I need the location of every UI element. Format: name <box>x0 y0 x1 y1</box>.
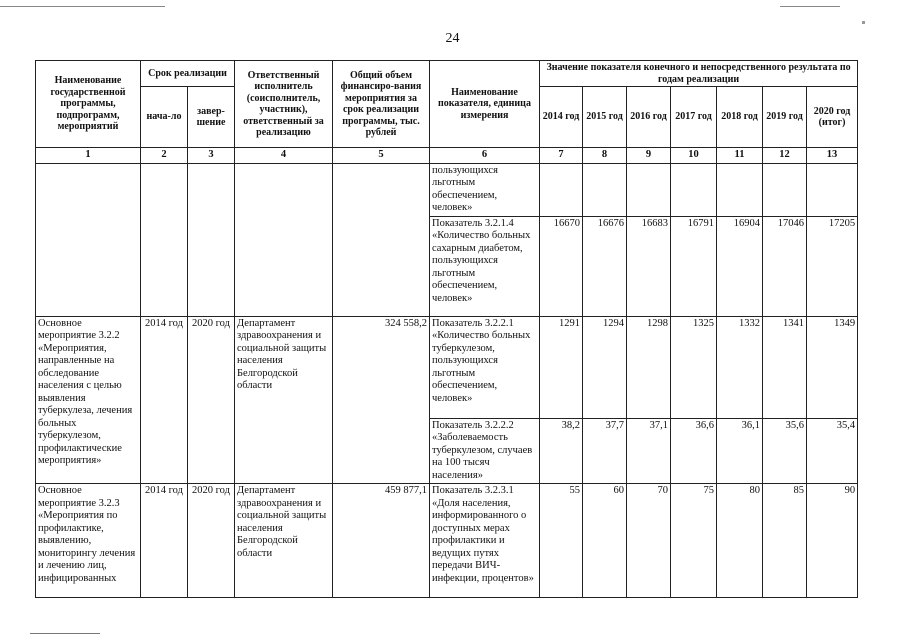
value-cell: 16676 <box>583 216 627 316</box>
column-number: 4 <box>235 148 333 164</box>
program-table <box>35 60 858 598</box>
value-cell: 16791 <box>671 216 717 316</box>
column-number: 3 <box>188 148 235 164</box>
value-cell <box>763 163 807 216</box>
measure-name-cell: Основное мероприятие 3.2.3 «Мероприятия по профилактике, выявлению, мониторингу лечения и лечению лиц, инфицированных <box>36 484 141 598</box>
value-cell: 75 <box>671 484 717 598</box>
bottom-rule <box>30 633 100 634</box>
header-end: завер-шение <box>188 87 235 148</box>
column-number: 11 <box>717 148 763 164</box>
value-cell: 36,1 <box>717 418 763 484</box>
top-rule-right <box>780 6 840 7</box>
column-number: 5 <box>333 148 430 164</box>
funding-cell: 459 877,1 <box>333 484 430 598</box>
value-cell: 1341 <box>763 316 807 418</box>
header-year: 2014 год <box>540 87 583 148</box>
value-cell: 17205 <box>807 216 858 316</box>
column-number: 2 <box>141 148 188 164</box>
value-cell: 36,6 <box>671 418 717 484</box>
header-term: Срок реализации <box>141 61 235 87</box>
value-cell: 35,4 <box>807 418 858 484</box>
value-cell <box>627 163 671 216</box>
header-executor: Ответственный исполнитель (соисполнитель, участник), ответственный за реализацию <box>235 61 333 148</box>
value-cell: 37,7 <box>583 418 627 484</box>
value-cell: 1325 <box>671 316 717 418</box>
header-name: Наименование государственной программы, подпрограмм, мероприятий <box>36 61 141 148</box>
value-cell: 1332 <box>717 316 763 418</box>
header-year: 2015 год <box>583 87 627 148</box>
value-cell <box>807 163 858 216</box>
value-cell: 16904 <box>717 216 763 316</box>
header-year: 2017 год <box>671 87 717 148</box>
value-cell: 17046 <box>763 216 807 316</box>
value-cell <box>717 163 763 216</box>
executor-cell <box>235 163 333 316</box>
top-rule-left <box>0 6 165 7</box>
value-cell <box>540 163 583 216</box>
end-cell: 2020 год <box>188 484 235 598</box>
value-cell: 38,2 <box>540 418 583 484</box>
header-row-1 <box>36 61 858 87</box>
indicator-cell: пользующихся льготным обеспечением, человек» <box>430 163 540 216</box>
end-cell: 2020 год <box>188 316 235 484</box>
indicator-cell: Показатель 3.2.2.1 «Количество больных туберкулезом, пользующихся льготным обеспечением, человек» <box>430 316 540 418</box>
value-cell: 60 <box>583 484 627 598</box>
header-year: 2018 год <box>717 87 763 148</box>
value-cell <box>583 163 627 216</box>
value-cell: 1294 <box>583 316 627 418</box>
column-number: 6 <box>430 148 540 164</box>
executor-cell: Департамент здравоохранения и социальной защиты населения Белгородской области <box>235 484 333 598</box>
column-number: 9 <box>627 148 671 164</box>
indicator-cell: Показатель 3.2.3.1 «Доля населения, информированного о доступных мерах профилактики и ведущих путях передачи ВИЧ-инфекции, процентов» <box>430 484 540 598</box>
value-cell: 1298 <box>627 316 671 418</box>
value-cell: 70 <box>627 484 671 598</box>
measure-name-cell <box>36 163 141 316</box>
header-year: 2020 год (итог) <box>807 87 858 148</box>
page-mark <box>862 21 865 24</box>
column-number-row <box>36 148 858 164</box>
start-cell: 2014 год <box>141 316 188 484</box>
header-indicator: Наименование показателя, единица измерения <box>430 61 540 148</box>
value-cell <box>671 163 717 216</box>
value-cell: 37,1 <box>627 418 671 484</box>
measure-name-cell: Основное мероприятие 3.2.2 «Мероприятия, направленные на обследование населения с целью выявления туберкулеза, лечения больных туберкулезом, профилактические мероприятия» <box>36 316 141 484</box>
value-cell: 80 <box>717 484 763 598</box>
value-cell: 1291 <box>540 316 583 418</box>
page-number: 24 <box>445 31 460 46</box>
funding-cell <box>333 163 430 316</box>
column-number: 1 <box>36 148 141 164</box>
indicator-cell: Показатель 3.2.2.2 «Заболеваемость туберкулезом, случаев на 100 тысяч населения» <box>430 418 540 484</box>
column-number: 10 <box>671 148 717 164</box>
column-number: 7 <box>540 148 583 164</box>
funding-cell: 324 558,2 <box>333 316 430 484</box>
header-start: нача-ло <box>141 87 188 148</box>
value-cell: 90 <box>807 484 858 598</box>
column-number: 13 <box>807 148 858 164</box>
value-cell: 16683 <box>627 216 671 316</box>
column-number: 8 <box>583 148 627 164</box>
header-year: 2019 год <box>763 87 807 148</box>
header-year: 2016 год <box>627 87 671 148</box>
value-cell: 1349 <box>807 316 858 418</box>
indicator-cell: Показатель 3.2.1.4 «Количество больных сахарным диабетом, пользующихся льготным обеспечением, человек» <box>430 216 540 316</box>
column-number: 12 <box>763 148 807 164</box>
table-row <box>36 316 858 418</box>
value-cell: 85 <box>763 484 807 598</box>
value-cell: 35,6 <box>763 418 807 484</box>
end-cell <box>188 163 235 316</box>
start-cell: 2014 год <box>141 484 188 598</box>
value-cell: 16670 <box>540 216 583 316</box>
header-funding: Общий объем финансиро-вания мероприятия за срок реализации программы, тыс. рублей <box>333 61 430 148</box>
table-row <box>36 163 858 216</box>
table-row <box>36 484 858 598</box>
header-values-group: Значение показателя конечного и непосредственного результата по годам реализации <box>540 61 858 87</box>
executor-cell: Департамент здравоохранения и социальной защиты населения Белгородской области <box>235 316 333 484</box>
start-cell <box>141 163 188 316</box>
value-cell: 55 <box>540 484 583 598</box>
